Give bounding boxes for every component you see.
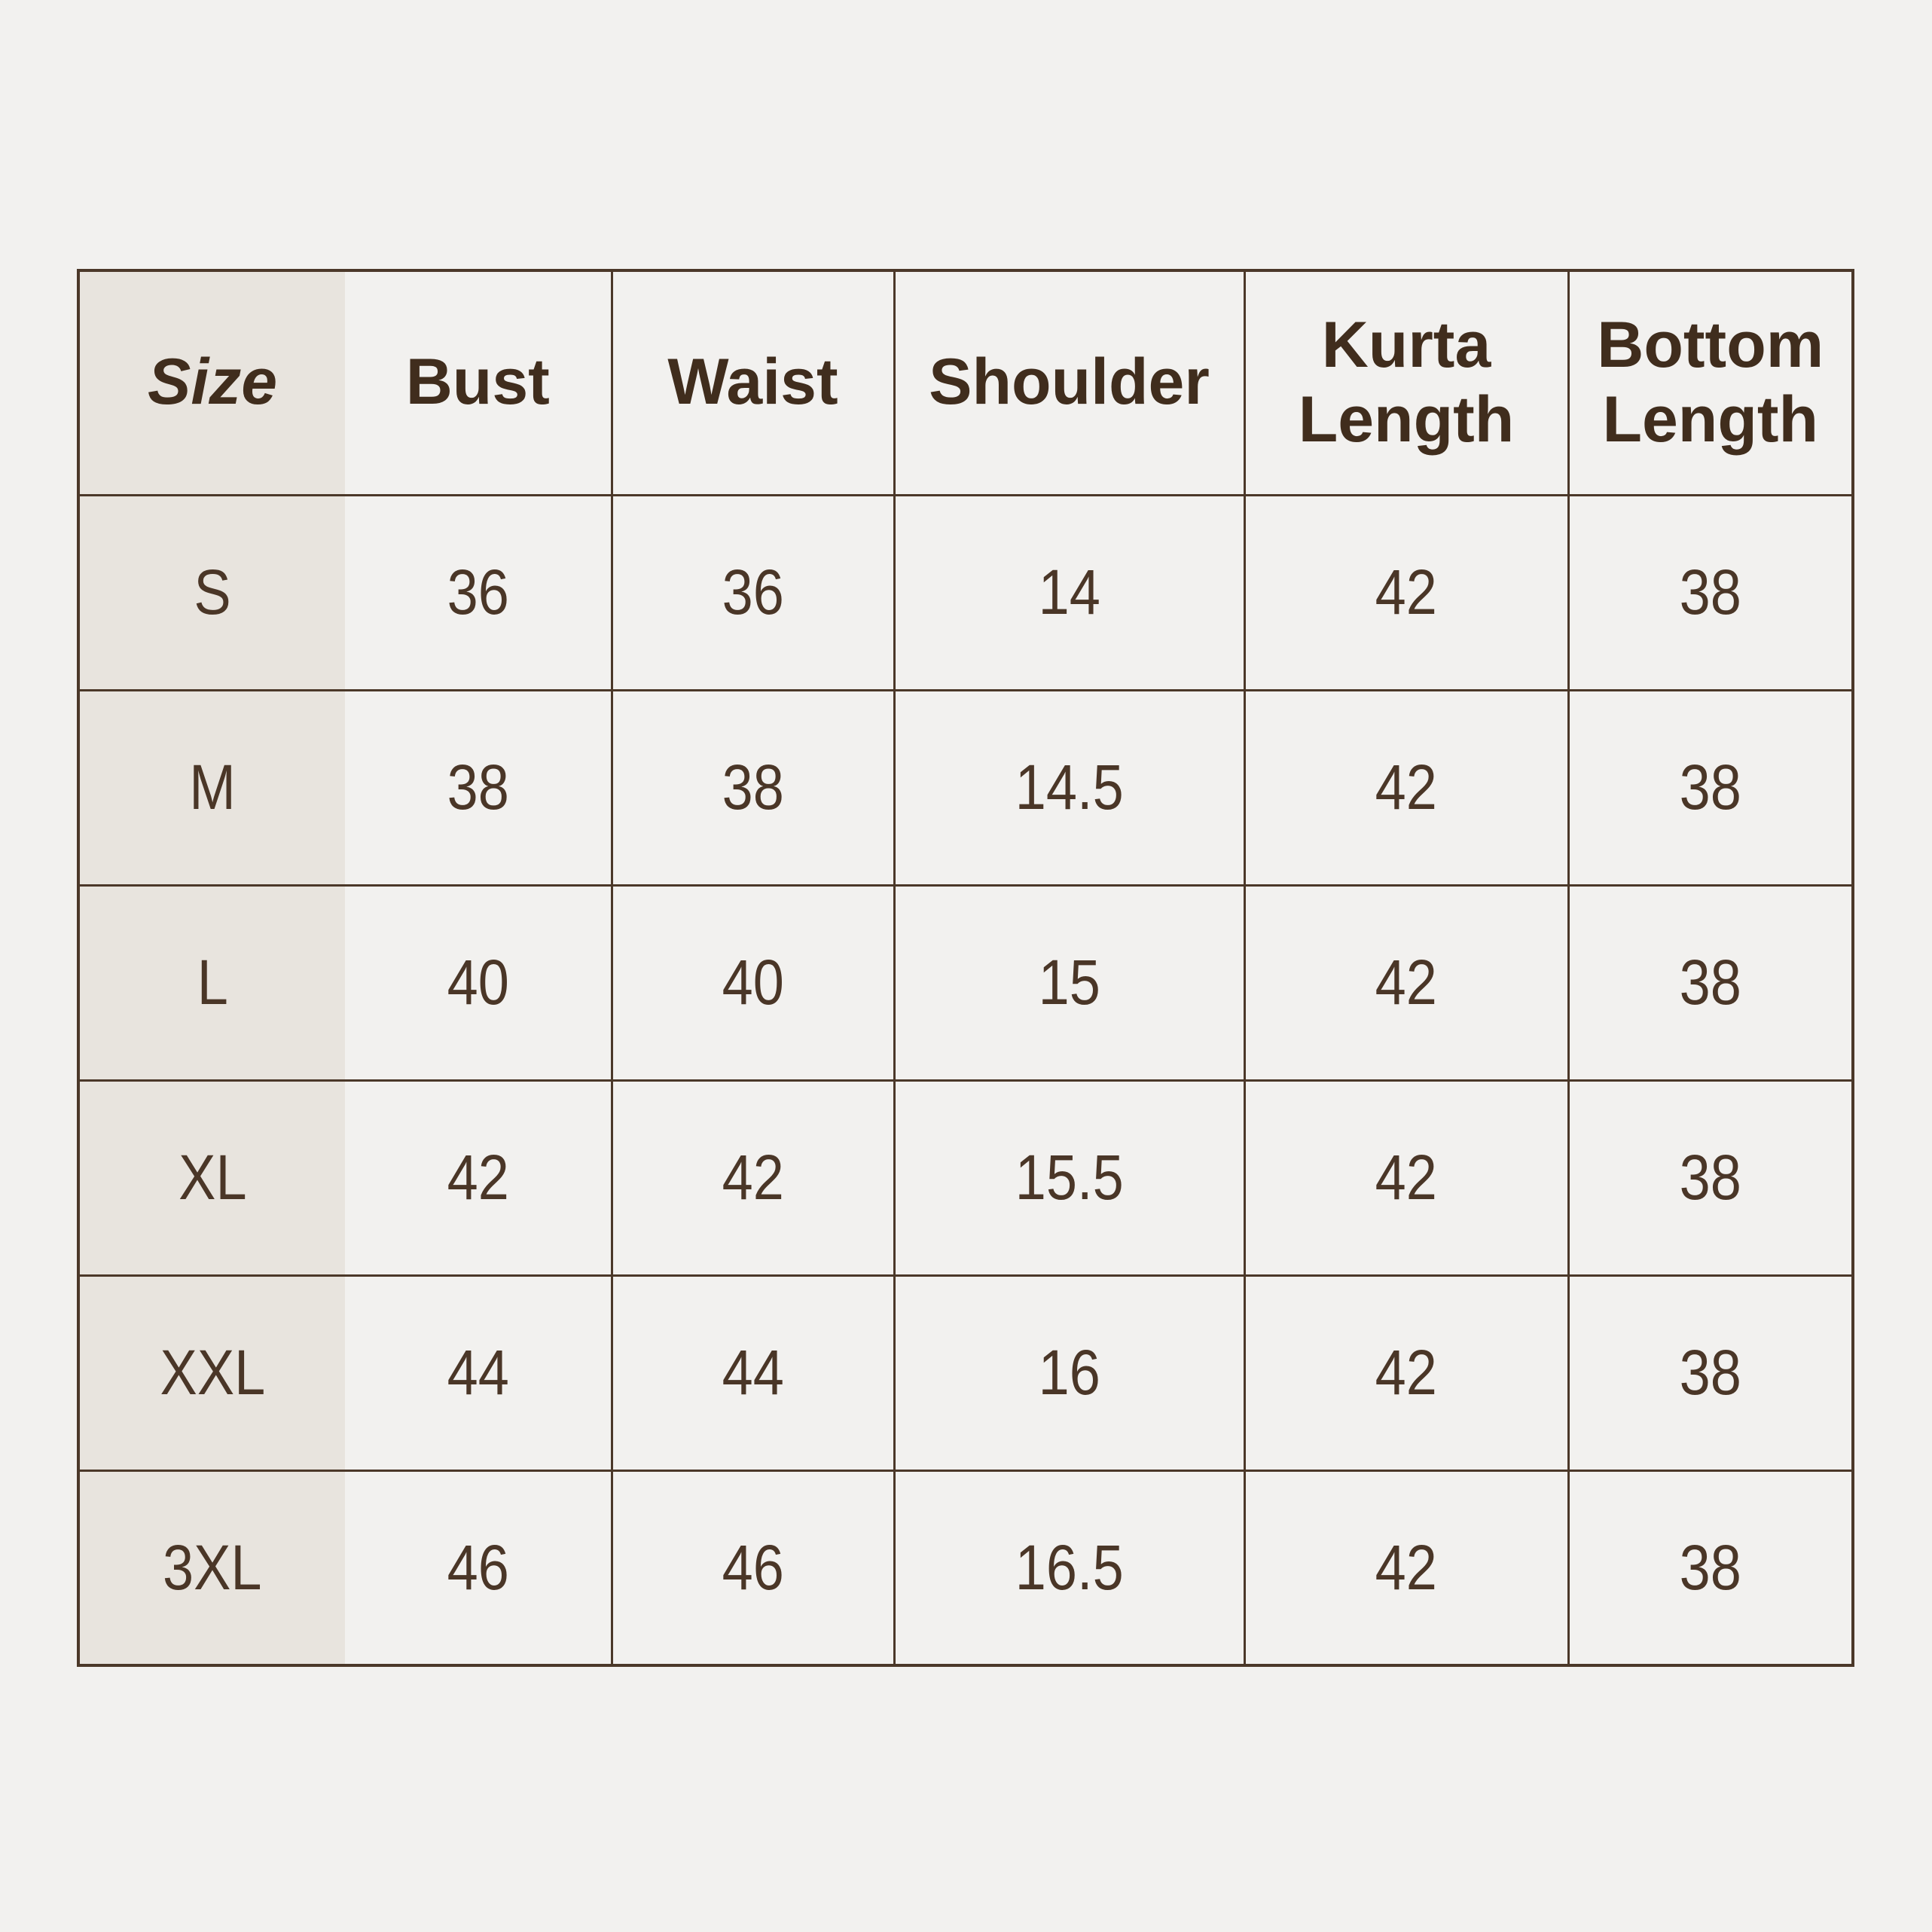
cell-shoulder: [894, 495, 1244, 690]
cell-value: 40: [722, 947, 784, 1018]
header-row: [78, 270, 1853, 495]
cell-value: 46: [722, 1531, 784, 1603]
cell-shoulder: [894, 1080, 1244, 1275]
cell-waist: [612, 1275, 894, 1470]
cell-bottom-length: [1568, 1080, 1853, 1275]
cell-value: L: [197, 947, 228, 1018]
cell-value: 42: [1375, 1142, 1438, 1213]
table-row: [78, 1080, 1853, 1275]
cell-value: 38: [1679, 752, 1741, 823]
cell-bust: [345, 690, 612, 885]
cell-value: 15.5: [1015, 1142, 1124, 1213]
cell-bottom-length: [1568, 690, 1853, 885]
cell-value: 14.5: [1015, 752, 1124, 823]
table-row: [78, 1470, 1853, 1665]
cell-bust: [345, 1080, 612, 1275]
cell-value: XL: [178, 1142, 247, 1213]
cell-value: 42: [1375, 557, 1438, 627]
cell-waist: [612, 1080, 894, 1275]
cell-bottom-length: [1568, 885, 1853, 1080]
cell-shoulder: [894, 1470, 1244, 1665]
cell-size: [78, 1470, 345, 1665]
cell-size: [78, 690, 345, 885]
cell-value: 38: [1679, 1337, 1741, 1408]
cell-value: 44: [722, 1337, 784, 1408]
cell-value: 38: [1679, 947, 1741, 1018]
cell-value: 42: [1375, 947, 1438, 1018]
cell-bottom-length: [1568, 495, 1853, 690]
cell-waist: [612, 1470, 894, 1665]
table-row: [78, 495, 1853, 690]
cell-bottom-length: [1568, 1470, 1853, 1665]
cell-size: [78, 1275, 345, 1470]
cell-value: 38: [1679, 1531, 1741, 1603]
cell-value: S: [194, 557, 231, 627]
cell-kurta-length: [1244, 885, 1568, 1080]
column-header-kurta-length: Kurta Length: [1244, 270, 1568, 495]
cell-value: XXL: [160, 1337, 265, 1408]
cell-size: [78, 1080, 345, 1275]
cell-value: 46: [447, 1531, 509, 1603]
cell-bust: [345, 1470, 612, 1665]
cell-kurta-length: [1244, 690, 1568, 885]
table-row: [78, 885, 1853, 1080]
cell-value: 3XL: [163, 1531, 262, 1603]
cell-size: [78, 495, 345, 690]
column-header-shoulder: Shoulder: [894, 270, 1244, 495]
cell-kurta-length: [1244, 1275, 1568, 1470]
column-header-bust: Bust: [345, 270, 612, 495]
cell-value: 44: [447, 1337, 509, 1408]
size-chart-table: [77, 269, 1854, 1667]
cell-value: 40: [447, 947, 509, 1018]
table-row: [78, 1275, 1853, 1470]
cell-kurta-length: [1244, 495, 1568, 690]
cell-bust: [345, 1275, 612, 1470]
cell-value: 42: [1375, 752, 1438, 823]
table-row: [78, 690, 1853, 885]
cell-value: 16.5: [1015, 1531, 1124, 1603]
cell-bust: [345, 885, 612, 1080]
column-header-size: Size: [78, 270, 345, 495]
cell-shoulder: [894, 1275, 1244, 1470]
cell-value: 36: [722, 557, 784, 627]
cell-kurta-length: [1244, 1080, 1568, 1275]
cell-value: 42: [722, 1142, 784, 1213]
cell-size: [78, 885, 345, 1080]
cell-waist: [612, 495, 894, 690]
cell-bust: [345, 495, 612, 690]
cell-kurta-length: [1244, 1470, 1568, 1665]
cell-value: 38: [447, 752, 509, 823]
column-header-waist: Waist: [612, 270, 894, 495]
cell-value: 42: [1375, 1531, 1438, 1603]
cell-value: 14: [1038, 557, 1100, 627]
cell-value: 16: [1038, 1337, 1100, 1408]
cell-waist: [612, 885, 894, 1080]
cell-shoulder: [894, 885, 1244, 1080]
cell-value: 38: [722, 752, 784, 823]
cell-shoulder: [894, 690, 1244, 885]
cell-value: 36: [447, 557, 509, 627]
cell-value: 42: [447, 1142, 509, 1213]
cell-value: 38: [1679, 557, 1741, 627]
cell-value: 15: [1038, 947, 1100, 1018]
cell-waist: [612, 690, 894, 885]
column-header-bottom-length: Bottom Length: [1568, 270, 1853, 495]
cell-value: 38: [1679, 1142, 1741, 1213]
cell-value: M: [189, 752, 236, 823]
cell-value: 42: [1375, 1337, 1438, 1408]
cell-bottom-length: [1568, 1275, 1853, 1470]
